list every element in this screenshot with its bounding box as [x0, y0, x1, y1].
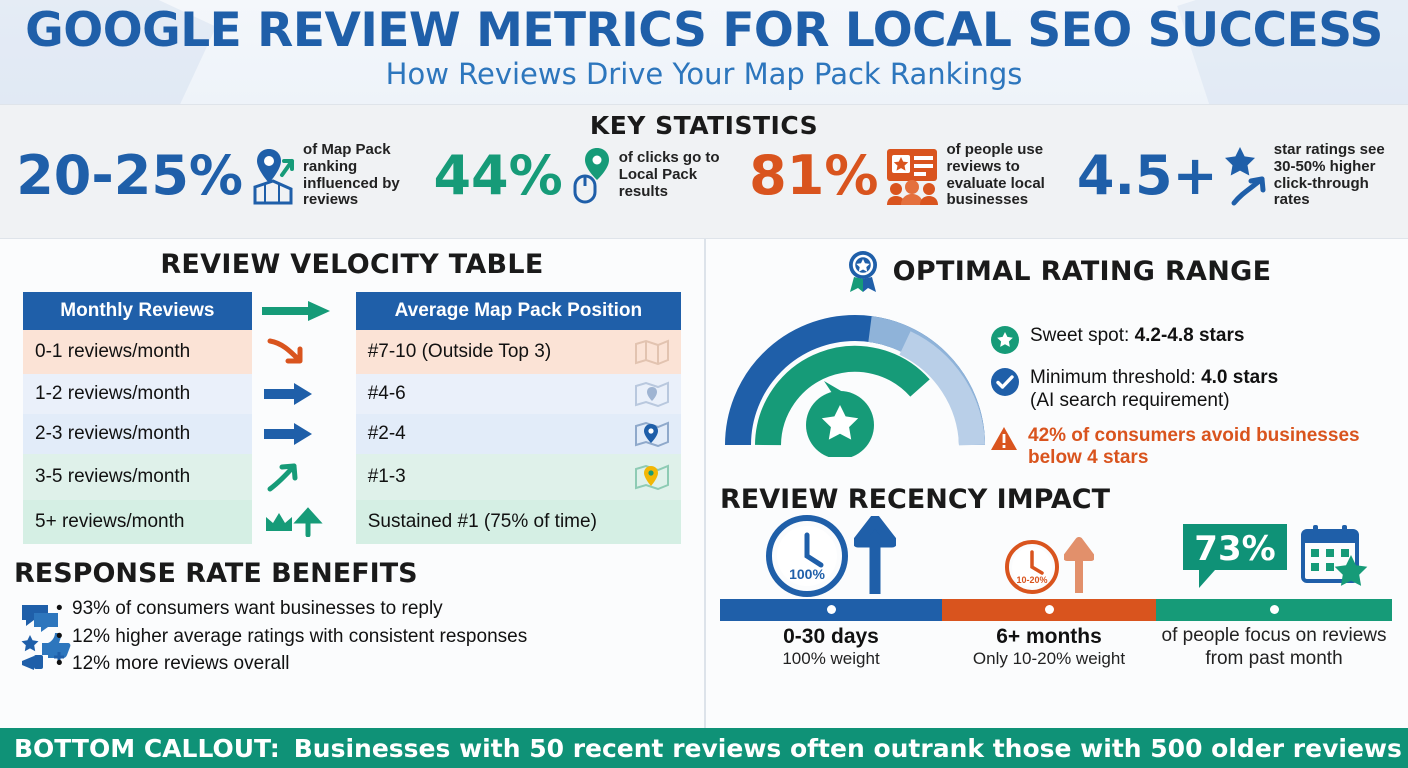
up-arrow-orange-icon [1064, 537, 1094, 595]
down-right-arrow-icon [252, 330, 356, 374]
optimal-rating-header [720, 249, 1394, 293]
key-statistics-title: KEY STATISTICS [589, 111, 819, 140]
row-4-position: #1-3 [356, 454, 623, 500]
list-item: • 93% of consumers want businesses to reply [72, 595, 690, 623]
col-monthly-reviews: Monthly Reviews [23, 292, 252, 330]
review-recency-title: REVIEW RECENCY IMPACT [720, 484, 1111, 516]
sweet-spot-label: Sweet spot: [1030, 325, 1135, 346]
key-stat-2 [433, 143, 736, 207]
map-pin-gold-icon [623, 454, 681, 500]
list-item: • 12% higher average ratings with consistent responses [72, 623, 690, 651]
row-2-position: #4-6 [356, 374, 623, 414]
col-arrow [252, 292, 356, 330]
recency-stage-2-sub: Only 10-20% weight [972, 649, 1126, 669]
up-right-arrow-icon [252, 454, 356, 500]
map-pin-blue-icon [623, 414, 681, 454]
row-1-position: #7-10 (Outside Top 3) [356, 330, 623, 374]
left-column [0, 239, 706, 728]
recency-stage-1 [720, 517, 942, 669]
page-title: GOOGLE REVIEW METRICS FOR LOCAL SEO SUCCESS [25, 3, 1383, 58]
key-stat-1 [16, 142, 421, 209]
col-avg-position: Average Map Pack Position [356, 292, 681, 330]
minimum-threshold-value: 4.0 stars [1201, 367, 1279, 388]
recency-bar-3 [1156, 599, 1392, 621]
up-arrow-blue-icon [854, 516, 896, 596]
key-stat-2-value: 44% [433, 143, 563, 207]
key-stat-3-value: 81% [749, 143, 879, 207]
clock-small-icon [1004, 539, 1060, 595]
table-row [23, 414, 681, 454]
speech-bubble-73-percent [1179, 520, 1291, 592]
table-row [23, 500, 681, 544]
response-icons [20, 599, 72, 671]
optimal-rating-gauge-area [720, 297, 1394, 482]
bottom-callout-label: BOTTOM CALLOUT: [14, 733, 280, 763]
award-ribbon-icon [843, 249, 883, 293]
green-right-arrow-icon [262, 300, 346, 322]
star-circle-icon [990, 325, 1020, 355]
table-row [23, 330, 681, 374]
minimum-threshold-label: Minimum threshold: [1030, 367, 1202, 388]
row-3-reviews: 2-3 reviews/month [23, 414, 252, 454]
response-rate-list [14, 595, 690, 678]
minimum-threshold-text [1030, 367, 1278, 413]
key-stat-4-value: 4.5+ [1076, 143, 1218, 207]
legend-row-minimum [990, 367, 1394, 413]
table-header-row [23, 292, 681, 330]
recency-bar-1 [720, 599, 942, 621]
recency-stage-2-label: 6+ months [996, 625, 1102, 649]
key-stat-3-text: of people use reviews to evaluate local businesses [946, 141, 1045, 209]
crown-up-arrow-icon [252, 500, 356, 544]
sweet-spot-text [1030, 325, 1244, 348]
row-5-position: Sustained #1 (75% of time) [356, 500, 681, 544]
row-2-reviews: 1-2 reviews/month [23, 374, 252, 414]
recency-callout [1156, 517, 1392, 671]
clock-100-icon [766, 515, 848, 597]
sweet-spot-value: 4.2-4.8 stars [1134, 325, 1245, 346]
legend-row-warning [990, 425, 1394, 471]
recency-bar-2 [942, 599, 1156, 621]
bar-dot [1045, 605, 1054, 614]
location-pin-growth-icon [249, 145, 297, 207]
bar-dot [1270, 605, 1279, 614]
review-velocity-table [23, 292, 681, 544]
key-stat-2-text: of clicks go to Local Pack results [618, 149, 720, 200]
key-stat-4 [1077, 142, 1392, 209]
mouse-pin-icon [569, 146, 613, 206]
bottom-callout [0, 728, 1408, 768]
recency-stage-1-label: 0-30 days [783, 625, 879, 649]
review-people-icon [884, 145, 940, 207]
key-statistics-section [0, 104, 1408, 239]
bottom-callout-text: Businesses with 50 recent reviews often outrank those with 500 older reviews [293, 733, 1402, 763]
calendar-star-icon [1299, 523, 1369, 589]
warning-triangle-icon [990, 425, 1018, 453]
header [0, 0, 1408, 104]
svg-text:100%: 100% [789, 566, 825, 583]
optimal-rating-legend [990, 297, 1394, 482]
right-column [706, 239, 1408, 728]
row-4-reviews: 3-5 reviews/month [23, 454, 252, 500]
svg-text:73%: 73% [1194, 529, 1276, 570]
warning-text: 42% of consumers avoid businesses below 4 stars [1028, 424, 1360, 469]
page-subtitle: How Reviews Drive Your Map Pack Rankings [385, 57, 1023, 92]
recency-callout-text: of people focus on reviews from past month [1161, 625, 1387, 669]
response-rate-title: RESPONSE RATE BENEFITS [14, 558, 418, 589]
table-row [23, 454, 681, 500]
review-velocity-title: REVIEW VELOCITY TABLE [160, 249, 544, 280]
recency-stage-2 [942, 517, 1156, 669]
legend-row-sweet-spot [990, 325, 1394, 355]
key-stat-1-text: of Map Pack ranking influenced by reviews [303, 141, 400, 209]
row-5-reviews: 5+ reviews/month [23, 500, 252, 544]
key-stat-1-value: 20-25% [16, 143, 244, 207]
optimal-rating-title: OPTIMAL RATING RANGE [892, 255, 1272, 287]
minimum-threshold-sub: (AI search requirement) [1030, 389, 1230, 411]
svg-text:10-20%: 10-20% [1016, 575, 1048, 586]
bar-dot [827, 605, 836, 614]
key-stat-4-text: star ratings see 30-50% higher click-through rates [1273, 141, 1385, 209]
row-1-reviews: 0-1 reviews/month [23, 330, 252, 374]
row-3-position: #2-4 [356, 414, 623, 454]
map-pin-small-icon [623, 374, 681, 414]
check-circle-icon [990, 367, 1020, 397]
right-arrow-icon [252, 414, 356, 454]
key-stat-3 [749, 142, 1064, 209]
right-arrow-icon [252, 374, 356, 414]
recency-stage-1-sub: 100% weight [782, 649, 880, 669]
table-row [23, 374, 681, 414]
rating-gauge [720, 297, 990, 482]
star-arrow-icon [1224, 145, 1268, 207]
list-item: • 12% more reviews overall [72, 650, 690, 678]
map-faint-icon [623, 330, 681, 374]
body [0, 239, 1408, 728]
